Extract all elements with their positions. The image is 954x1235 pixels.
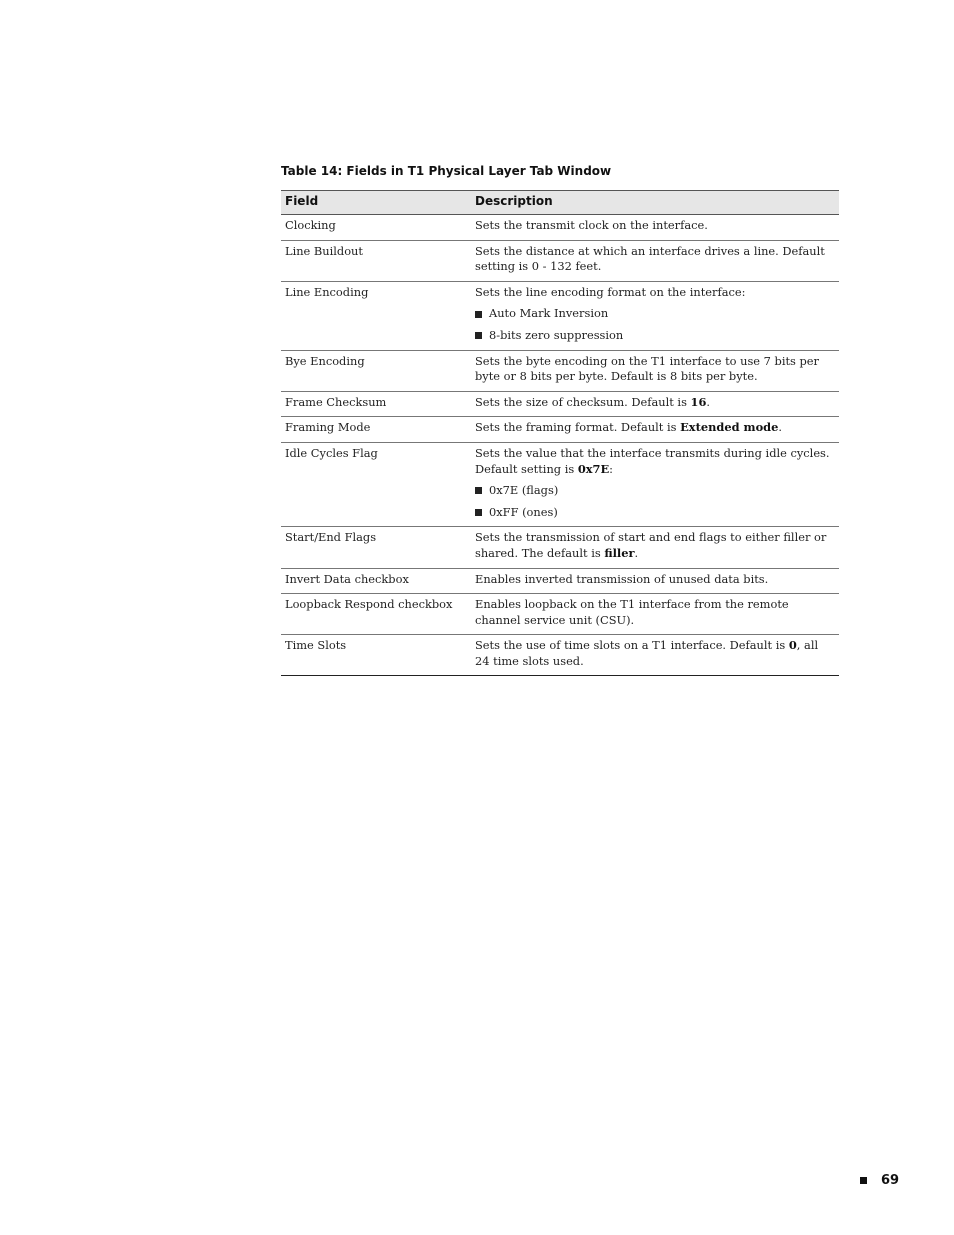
description-text (475, 395, 835, 411)
field-name-cell: Frame Checksum (281, 391, 471, 417)
description-segment: : (609, 461, 613, 476)
description-text (475, 218, 835, 234)
column-header-description: Description (471, 191, 839, 215)
description-segment: Sets the distance at which an interface drives a line. Default setting is 0 - 132 feet. (475, 243, 825, 274)
description-segment: . (706, 394, 711, 409)
list-item-text: 0x7E (flags) (489, 483, 559, 498)
description-cell (471, 281, 839, 350)
square-bullet-icon (475, 332, 482, 339)
table-row (281, 527, 839, 568)
field-name-cell: Line Buildout (281, 240, 471, 281)
description-cell (471, 215, 839, 241)
table-row (281, 215, 839, 241)
default-value: 0 (788, 638, 797, 653)
description-segment: Sets the transmission of start and end flags to either filler or shared. The default is (475, 530, 827, 560)
description-text (475, 597, 835, 628)
field-name-cell: Start/End Flags (281, 527, 471, 568)
field-name-cell: Line Encoding (281, 281, 471, 350)
table-row (281, 417, 839, 443)
description-segment: Enables loopback on the T1 interface from the remote channel service unit (CSU). (475, 597, 789, 627)
description-segment: Sets the line encoding format on the interface: (475, 284, 746, 299)
description-cell (471, 350, 839, 391)
description-cell (471, 417, 839, 443)
description-segment: , all 24 time slots used. (475, 638, 819, 668)
field-name-cell: Framing Mode (281, 417, 471, 443)
default-value: 0x7E (577, 461, 610, 476)
description-cell (471, 391, 839, 417)
table-row (281, 281, 839, 350)
description-text (475, 572, 835, 588)
table-row (281, 391, 839, 417)
description-segment: . (778, 420, 783, 435)
square-bullet-icon (475, 311, 482, 318)
list-item (475, 328, 835, 344)
description-text (475, 446, 835, 477)
page-footer (860, 1173, 899, 1188)
default-value: Extended mode (680, 420, 779, 435)
option-list (475, 483, 835, 520)
description-cell (471, 240, 839, 281)
field-name-cell: Invert Data checkbox (281, 568, 471, 594)
table-row (281, 240, 839, 281)
description-text (475, 354, 835, 385)
field-name-cell: Idle Cycles Flag (281, 442, 471, 526)
square-bullet-icon (475, 509, 482, 516)
table-row (281, 635, 839, 676)
list-item-text: 0xFF (ones) (489, 504, 558, 519)
description-segment: Sets the byte encoding on the T1 interface to use 7 bits per byte or 8 bits per byte. Default is 8 bits per byte. (475, 353, 819, 384)
table-row (281, 594, 839, 635)
page-number: 69 (881, 1173, 900, 1188)
list-item (475, 483, 835, 499)
default-value: filler (604, 545, 635, 560)
fields-table (281, 190, 839, 676)
description-cell (471, 594, 839, 635)
field-name-cell: Time Slots (281, 635, 471, 676)
list-item (475, 306, 835, 322)
list-item (475, 505, 835, 521)
description-text (475, 244, 835, 275)
table-row (281, 442, 839, 526)
default-value: 16 (690, 394, 707, 409)
description-segment: Sets the framing format. Default is (475, 420, 681, 435)
description-cell (471, 442, 839, 526)
option-list (475, 306, 835, 343)
description-segment: Sets the use of time slots on a T1 interface. Default is (475, 638, 789, 653)
column-header-field: Field (281, 191, 471, 215)
table-caption: Table 14: Fields in T1 Physical Layer Tab Window (281, 164, 612, 178)
description-segment: Enables inverted transmission of unused data bits. (475, 571, 769, 586)
description-segment: Sets the size of checksum. Default is (475, 394, 691, 409)
description-text (475, 420, 835, 436)
square-bullet-icon (860, 1177, 867, 1184)
field-name-cell: Bye Encoding (281, 350, 471, 391)
square-bullet-icon (475, 487, 482, 494)
description-cell (471, 527, 839, 568)
table-row (281, 350, 839, 391)
description-cell (471, 568, 839, 594)
list-item-text: 8-bits zero suppression (489, 327, 624, 342)
description-segment: . (634, 545, 639, 560)
description-text (475, 530, 835, 561)
field-name-cell: Loopback Respond checkbox (281, 594, 471, 635)
field-name-cell: Clocking (281, 215, 471, 241)
description-cell (471, 635, 839, 676)
description-text (475, 285, 835, 301)
description-segment: Sets the value that the interface transmits during idle cycles. Default setting is (475, 445, 830, 476)
table-header-row (281, 191, 839, 215)
description-text (475, 638, 835, 669)
table-row (281, 568, 839, 594)
list-item-text: Auto Mark Inversion (489, 306, 609, 321)
description-segment: Sets the transmit clock on the interface. (475, 218, 708, 232)
